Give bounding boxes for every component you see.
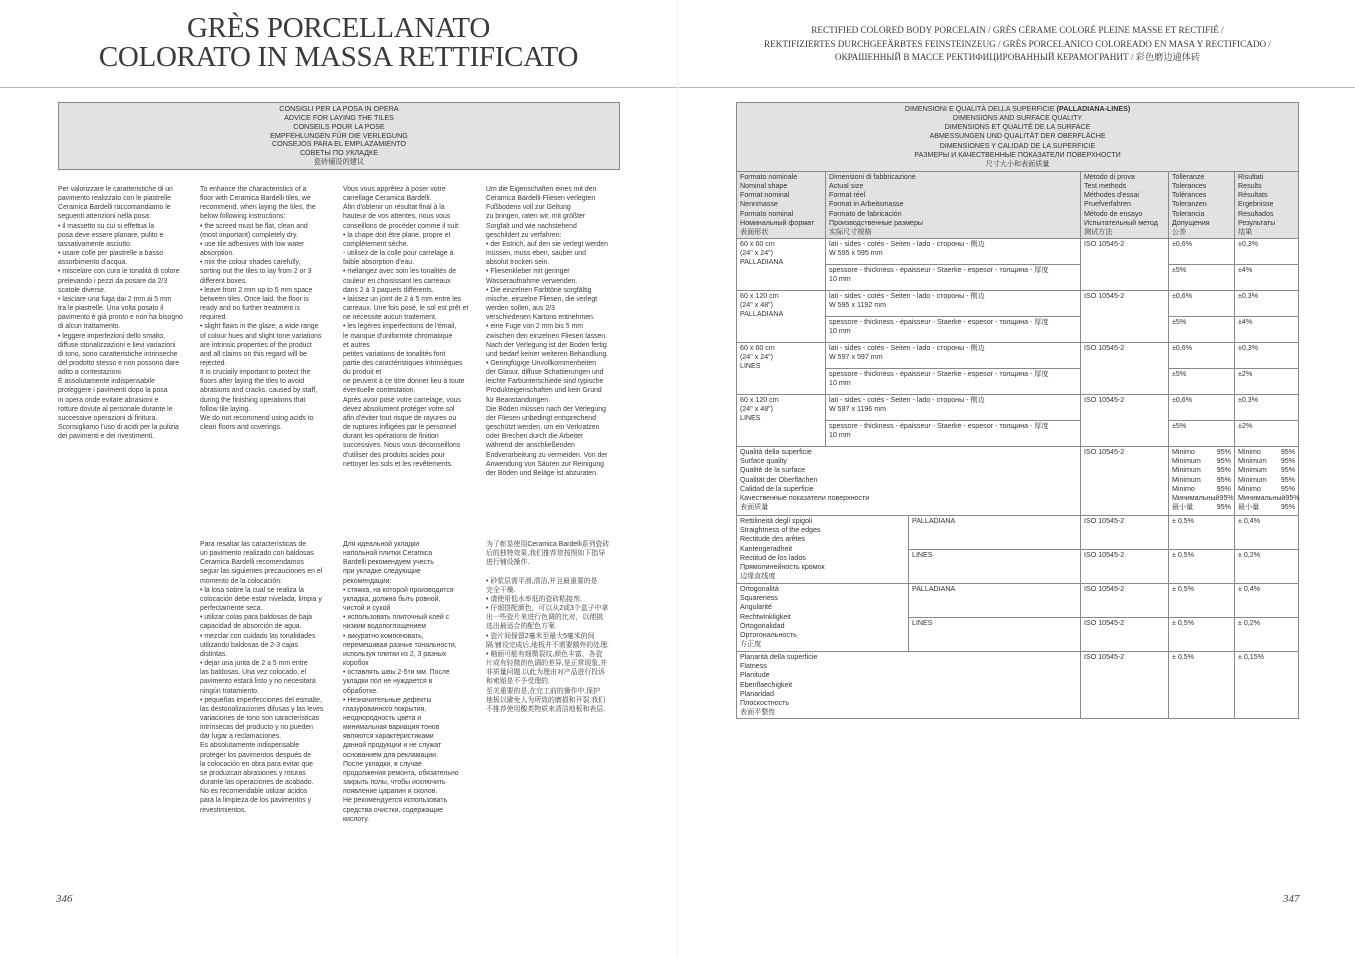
header-line: 表面形状 xyxy=(740,227,769,236)
header-line: Resultados xyxy=(1238,209,1274,218)
subtitle-line-1: RECTIFIED COLORED BODY PORCELAIN / GRÈS CÉRAME COLORÉ PLEINE MASSE ET RECTIFIÉ / xyxy=(811,25,1224,35)
method-cell: ISO 10545-2 xyxy=(1081,395,1169,447)
format-line: 60 x 120 cm xyxy=(740,396,779,405)
column-german xyxy=(486,185,622,478)
header-line: 测试方法 xyxy=(1084,227,1113,236)
format-line: 60 x 60 cm xyxy=(740,344,775,353)
advice-line: CONSEILS POUR LA POSE xyxy=(293,121,385,131)
straightness-label xyxy=(737,516,909,584)
tolerance-line: Minimum 95% xyxy=(1172,475,1231,484)
column-english-text: To enhance the characteristics of a floor with Ceramica Bardelli tiles, we recommend, when laying the tiles, the below following instructions: • the screed must be flat, clean and (most important) completely dry. • use tile adhesives with low water absorption. • mix the colour shades carefully, sorting out the tiles to lay from 2 or 3 different boxes. • leave from 2 mm up to 5 mm space between tiles. Once laid, the floor is ready and no further treatment is required. • slight flaws in the glaze, a wide range of colour hues and slight tone variations are intrinsic properties of the product and all claims on this regard will be rejected. It is crucially important to protect the floors after laying the tiles to avoid abrasions and cracks, caused by staff, during the finishing operations that follow tile laying. We do not recommend using acids to clean floors and coverings. xyxy=(200,186,322,432)
tolerance-line: 最小量 95% xyxy=(1172,503,1231,512)
label-line: Straightness of the edges xyxy=(740,526,821,535)
method-cell: ISO 10545-2 xyxy=(1081,652,1169,719)
column-german-text: Um die Eigenschaften eines mit den Ceramica Bardelli-Fliesen verlegten Fußbodens voll zur Geltung zu bringen, raten wir, mit größter Sorgfalt und wie nachstehend geschildert zu verfahren: • der Estrich, auf den sie verlegt werden müssen, muss eben, sauber und absolut trocken sein. • Fliesenkleber mit geringer Wasseraufnahme verwenden. • Die einzelnen Farbtöne sorgfältig mische, einzelne Fliesen, die verlegt werden sollen, aus 2/3 verschiedenen Kartons entnehmen. • eine Fuge von 2 mm bis 5 mm zwischen den einzelnen Fliesen lassen. Nach der Verlegung ist der Boden fertig und bedarf keiner weiteren Behandlung. • Geringfügige Unvollkommenheiten der Glasur, diffuse Schattierungen und leichte Farbunterschiede sind typische Produkteigenschaften und kein Grund für Beanstandungen. Die Böden müssen nach der Verlegung der Fliesen unbedingt entsprechend geschützt werden, um ein Verkratzen oder Brechen durch die Arbeiter während der anschließenden Endverarbeitung zu vermeiden. Von der Anwendung von Säuren zur Reinigung der Böden und Beläge ist abzuraten. xyxy=(486,186,609,477)
result-cell: ± 0,4% xyxy=(1235,516,1299,550)
result-line: Minimo 95% xyxy=(1238,484,1296,493)
advice-line: EMPFEHLUNGEN FÜR DIE VERLEGUNG xyxy=(270,130,408,140)
label-line: Qualità della superficie xyxy=(740,448,812,457)
method-cell: ISO 10545-2 xyxy=(1081,239,1169,291)
tolerance-cell: ±0,6% xyxy=(1169,395,1235,421)
label-line: Rechtwinkligkeit xyxy=(740,612,791,621)
label-line: Flatness xyxy=(740,662,767,671)
result-cell: ±0,3% xyxy=(1235,239,1299,265)
result-cell: ± 0,2% xyxy=(1235,618,1299,652)
tolerance-cell xyxy=(1169,447,1235,516)
label-line: Planitude xyxy=(740,671,770,680)
tolerance-line: Minimo 95% xyxy=(1172,448,1231,457)
format-line: PALLADIANA xyxy=(740,258,784,267)
tolerance-cell: ± 0,5% xyxy=(1169,584,1235,618)
header-line: Results xyxy=(1238,182,1262,191)
header-tolerance xyxy=(1169,172,1235,239)
table-title: DIMENSIONI E QUALITÀ DELLA SUPERFICIE (PALLADIANA-LINES) DIMENSIONS AND SURFACE QUALITY DIMENSIONS ET QUALITÉ DE LA SURFACE ABMESSUNGEN UND QUALITÄT DER OBERFLÄCHE DIMENSIONES Y CALIDAD DE LA SUPERFICIE РАЗМЕРЫ И КАЧЕСТВЕННЫЕ ПОКАЗАТЕЛИ ПОВЕРХНОСТИ 尺寸大小和表面质量 xyxy=(737,103,1299,172)
result-line: 最小量 95% xyxy=(1238,503,1296,512)
thickness-cell: spessore - thickness - épaisseur - Staerke - espesor - толщина - 厚度 10 mm xyxy=(826,369,1081,395)
title-line-1: GRÈS PORCELLANATO xyxy=(187,12,490,44)
table-title-line: DIMENSIONES Y CALIDAD DE LA SUPERFICIE xyxy=(939,141,1096,150)
result-cell: ± 0,4% xyxy=(1235,584,1299,618)
result-cell xyxy=(1235,447,1299,516)
squareness-label xyxy=(737,584,909,652)
table-title-line: DIMENSIONS AND SURFACE QUALITY xyxy=(952,114,1083,123)
column-french-text: Vous vous apprêtez à poser votre carrellage Ceramica Bardelli. Afin d'obtenir un résultat final à la hauteur de vos attentes, nous vous conseillons de procéder comme il suit: • la chape doit être plane, propre et complètement sèche. - utilisez de la colle pour carrelage à faible absorption d'eau. • mélangez avec soin les tonalités de couleur en choisissant les carreaux dans 2 à 3 paquets différents. • laissez un joint de 2 à 5 mm entre les carreaux. Une fois posé, le sol est prêt et ne nécessite aucun traitement. • les légères imperfections de l'émail, le manque d'uniformité chromatique et autres petites variations de tonalités font partie des caractéristiques intrinsèques du produit et ne peuvent à ce titre donner lieu à toute éventuelle contestation. Après avoir posé votre carrelage, vous devez absolument protéger votre sol afin d'éviter tout risque de rayures ou de ruptures infligées par le personnel durant les opérations de finition successives. Nous vous déconseillons d'utiliser des produits acides pour nettoyer les sols et les revêtements. xyxy=(343,186,469,468)
column-chinese-text: 为了彰显使用Ceramica Bardelli系列瓷砖 后的独特效果,我们推荐您按照如下指导 进行铺设操作. • 砂浆层需平滑,清洁,并且最重要的是 完全干燥. • 请使用低水率低的瓷砖粘接剂. • 仔细搭配颜色，可以从2或3个盒子中拿 出一些瓷片来进行色调的比对，以便挑 选出最适合的配色方案. • 瓷片间保留2毫米至最大5毫米的间 隔.铺设完成后,地板并不需要额外的处理. • 釉面可能有细微裂纹,颜色丰富，各瓷 片或有轻微的色调的差异,是正常现象,并 非质量问题.以此为理由对产品进行投诉 和索赔是不予受理的. 至关重要的是,在完工前的操作中,保护 地板以避免人为所致的磨损和开裂.我们 不推荐使用酸类物质来清洁地板和表层. xyxy=(486,541,610,713)
header-results xyxy=(1235,172,1299,239)
header-line: Производственные размеры xyxy=(829,218,924,227)
page-spine xyxy=(677,0,678,958)
label-line: Rectitude des arêtes xyxy=(740,535,806,544)
page-subtitle xyxy=(740,24,1295,65)
table-title-line: ABMESSUNGEN UND QUALITÄT DER OBERFLÄCHE xyxy=(929,132,1106,141)
label-line: Rectitud de los lados xyxy=(740,553,806,562)
column-russian xyxy=(343,540,479,824)
label-line: 方正度 xyxy=(740,640,762,649)
column-italian-text: Per valorizzare le caratteristiche di un pavimento realizzato con le piastrelle Ceramica Bardelli raccomandiamo le seguenti attenzioni nella posa: • il massetto su cui si effettua la posa deve essere planare, pulito e tassativamente asciutto. • usare colle per piastrelle a basso assorbimento d'acqua. • miscelare con cura le tonalità di colore prelevando i pezzi da posare da 2/3 scatole diverse. • lasciare una fuga dai 2 mm ai 5 mm tra le piastrelle. Una volta posato il pavimento è già pronto e non ha bisogno di alcun trattamento. • leggere imperfezioni dello smalto, diffuse stonalizzazioni e lievi variazioni di tono, sono caratteristiche intrinseche del prodotto stesso e non possono dare adito a contestazioni. È assolutamente indispensabile proteggere i pavimenti dopo la posa in opera onde evitare abrasioni e rotture dovute al personale durante le successive operazioni di finitura. Sconsigliamo l'uso di acidi per la pulizia dei pavimenti e dei rivestimenti. xyxy=(58,186,183,441)
result-line: Minimum 95% xyxy=(1238,457,1296,466)
label-line: Ortogonalidad xyxy=(740,621,785,630)
label-line: 表面平整性 xyxy=(740,708,776,717)
thickness-cell: spessore - thickness - épaisseur - Staerke - espesor - толщина - 厚度 10 mm xyxy=(826,317,1081,343)
header-line: Formato de fabricación xyxy=(829,209,902,218)
header-line: Tolerances xyxy=(1172,182,1207,191)
method-cell: ISO 10545-2 xyxy=(1081,343,1169,395)
header-dimensions xyxy=(826,172,1081,239)
label-line: Angularité xyxy=(740,603,772,612)
result-cell: ±0,3% xyxy=(1235,395,1299,421)
table-title-line: РАЗМЕРЫ И КАЧЕСТВЕННЫЕ ПОКАЗАТЕЛИ ПОВЕРХНОСТИ xyxy=(914,150,1121,159)
column-spanish-text: Para resaltar las características de un pavimento realizado con baldosas Ceramica Bardelli recomendamos seguir las siguientes precauciones en el momento de la colocación: • la losa sobre la cual se realiza la colocación debe estar nivelada, limpia y perfectamente seca. • utilizar colas para baldosas de baja capacidad de absorción de agua. • mezclar con cuidado las tonalidades utilizando baldosas de 2-3 cajas distintas. • dejar una junta de 2 a 5 mm entre las baldosas. Una vez colocado, el pavimento estará listo y no necesitará ningún tratamiento. • pequeñas imperfecciones del esmalte, las destonalizaciones difusas y las leves variaciones de tono son características intrínsecas del producto y no pueden dar lugar a reclamaciones. Es absolutamente indispensable proteger los pavimentos después de la colocación en obra para evitar que se produzcan abrasiones y roturas durante las operaciones de acabado. No es recomendable utilizar ácidos para la limpieza de los pavimentos y revestimientos. xyxy=(200,541,324,814)
header-line: Допущения xyxy=(1172,218,1210,227)
result-cell: ± 0,2% xyxy=(1235,550,1299,584)
format-line: 60 x 120 cm xyxy=(740,292,779,301)
header-line: Pruefverfahren xyxy=(1084,200,1131,209)
subtitle-line-3: ОКРАШЕННЫЙ В МАССЕ РЕКТИФИЦИРОВАННЫЙ КЕРАМОГРАНИТ / 彩色磨边通体砖 xyxy=(834,52,1201,62)
surface-quality-label xyxy=(737,447,1081,516)
header-line: Nominal shape xyxy=(740,182,788,191)
header-format xyxy=(737,172,826,239)
header-line: Formato nominale xyxy=(740,173,798,181)
header-line: Испытательный метод xyxy=(1084,218,1158,227)
label-line: Qualität der Oberflächen xyxy=(740,475,818,484)
header-line: Tolérances xyxy=(1172,191,1207,200)
table-row xyxy=(737,291,1299,317)
label-line: Planarità della superficie xyxy=(740,653,818,662)
label-line: 表面质量 xyxy=(740,503,769,512)
series-cell: PALLADIANA xyxy=(909,516,1081,550)
column-spanish xyxy=(200,540,336,815)
tolerance-cell: ±5% xyxy=(1169,317,1235,343)
series-cell: LINES xyxy=(909,550,1081,584)
header-line: Format in Arbeitsmasse xyxy=(829,200,904,209)
header-line: Format nominal xyxy=(740,191,790,200)
header-method xyxy=(1081,172,1169,239)
label-line: Ortogonalità xyxy=(740,585,779,594)
header-line: 结果 xyxy=(1238,227,1253,236)
page-number-right: 347 xyxy=(1283,893,1300,905)
sides-cell: lati - sides - cotés - Seiten - lado - стороны - 侧边 W 597 x 597 mm xyxy=(826,343,1081,369)
table-row xyxy=(737,239,1299,265)
header-line: Результаты xyxy=(1238,218,1276,227)
header-line: Tolleranze xyxy=(1172,173,1205,181)
method-cell: ISO 10545-2 xyxy=(1081,550,1169,584)
series-cell: LINES xyxy=(909,618,1081,652)
label-line: Rettilineità degli spigoli xyxy=(740,517,813,526)
header-line: 公差 xyxy=(1172,227,1187,236)
label-line: Squareness xyxy=(740,594,778,603)
table-row xyxy=(737,516,1299,550)
advice-line: CONSIGLI PER LA POSA IN OPERA xyxy=(279,103,399,113)
sides-cell: lati - sides - cotés - Seiten - lado - стороны - 侧边 W 597 x 1196 mm xyxy=(826,395,1081,421)
header-line: Méthodes d'essai xyxy=(1084,191,1139,200)
header-line: Format réel xyxy=(829,191,866,200)
format-line: LINES xyxy=(740,362,761,371)
table-title-series: (PALLADIANA-LINES) xyxy=(1056,105,1131,113)
advice-line: 瓷砖铺设的建议 xyxy=(313,157,365,167)
format-line: 60 x 60 cm xyxy=(740,240,775,249)
header-line: Test methods xyxy=(1084,182,1127,191)
column-italian xyxy=(58,185,194,441)
label-line: Surface quality xyxy=(740,457,787,466)
format-cell xyxy=(737,239,826,291)
header-line: Résultats xyxy=(1238,191,1268,200)
method-cell: ISO 10545-2 xyxy=(1081,584,1169,618)
table-title-line: DIMENSIONS ET QUALITÉ DE LA SURFACE xyxy=(944,123,1091,132)
thickness-cell: spessore - thickness - épaisseur - Staerke - espesor - толщина - 厚度 10 mm xyxy=(826,421,1081,447)
table-row xyxy=(737,343,1299,369)
sides-cell: lati - sides - cotés - Seiten - lado - стороны - 侧边 W 595 x 1192 mm xyxy=(826,291,1081,317)
format-cell xyxy=(737,343,826,395)
method-cell: ISO 10545-2 xyxy=(1081,516,1169,550)
page-title xyxy=(0,14,677,72)
title-line-2: COLORATO IN MASSA RETTIFICATO xyxy=(98,41,579,73)
header-line: Tolerancia xyxy=(1172,209,1205,218)
subtitle-line-2: REKTIFIZIERTES DURCHGEFÄRBTES FEINSTEINZEUG / GRÈS PORCELANICO COLOREADO EN MASA Y RECTIFICADO / xyxy=(764,38,1271,49)
table-row xyxy=(737,584,1299,618)
page-number-left: 346 xyxy=(56,893,73,905)
dimensions-quality-table xyxy=(736,102,1299,719)
label-line: Calidad de la superficie xyxy=(740,484,814,493)
result-line: Minimo 95% xyxy=(1238,448,1296,457)
method-cell: ISO 10545-2 xyxy=(1081,447,1169,516)
result-cell: ± 0,15% xyxy=(1235,652,1299,719)
format-cell xyxy=(737,291,826,343)
header-line: Risultati xyxy=(1238,173,1264,181)
flatness-label xyxy=(737,652,1081,719)
format-line: (24" x 48") xyxy=(740,301,774,310)
format-line: (24" x 48") xyxy=(740,405,774,414)
tolerance-cell: ±5% xyxy=(1169,369,1235,395)
column-russian-text: Для идеальной укладки напольной плитки Ceramica Bardelli рекомендуем учесть при укладке следующие рекомендации: • стяжка, на которой производится укладка, должна быть ровной, чистой и сухой • использовать плиточный клей с низким водопоглощением • аккуратно компоновать, перемешивая разные тональности, используя плитки из 2, 3 разных коробок • оставлять швы 2-5ти мм. После укладки пол не нуждается в обработке. • Незначительные дефекты глазурованного покрытия, неоднородность цвета и минимальная вариация тонов являются характеристиками данной продукции и не служат основанием для рекламации. После укладки, в случае продолжения ремонта, обязательно закрыть полы, чтобы исключить появление царапин и сколов. Не рекомендуется использовать средства очистки, содержащие кислоту. xyxy=(343,541,459,823)
thickness-cell: spessore - thickness - épaisseur - Staerke - espesor - толщина - 厚度 10 mm xyxy=(826,265,1081,291)
tolerance-cell: ± 0,5% xyxy=(1169,652,1235,719)
series-cell: PALLADIANA xyxy=(909,584,1081,618)
tolerance-line: Minimum 95% xyxy=(1172,457,1231,466)
method-cell: ISO 10545-2 xyxy=(1081,618,1169,652)
label-line: Qualité de la surface xyxy=(740,466,806,475)
table-row xyxy=(737,395,1299,421)
result-line: Минимальный 95% xyxy=(1238,493,1300,502)
header-line: Actual size xyxy=(829,182,864,191)
label-line: Planaridad xyxy=(740,689,774,698)
result-cell: ±2% xyxy=(1235,421,1299,447)
table-row xyxy=(737,447,1299,516)
advice-line: ADVICE FOR LAYING THE TILES xyxy=(284,112,394,122)
header-line: Ergebnisse xyxy=(1238,200,1274,209)
advice-line: СОВЕТЫ ПО УКЛАДКЕ xyxy=(299,148,379,158)
table-header-row xyxy=(737,172,1299,239)
tolerance-cell: ± 0,5% xyxy=(1169,618,1235,652)
header-line: Método de ensayo xyxy=(1084,209,1143,218)
tolerance-cell: ±5% xyxy=(1169,265,1235,291)
tolerance-line: Minimum 95% xyxy=(1172,466,1231,475)
label-line: Прямолинейность кромок xyxy=(740,562,825,571)
tolerance-line: Minimo 95% xyxy=(1172,484,1231,493)
table-row xyxy=(737,652,1299,719)
column-english xyxy=(200,185,336,432)
result-line: Minimum 95% xyxy=(1238,475,1296,484)
header-line: Nennmasse xyxy=(740,200,778,209)
tolerance-cell: ± 0,5% xyxy=(1169,550,1235,584)
result-line: Minimum 95% xyxy=(1238,466,1296,475)
label-line: Ортогональность xyxy=(740,630,797,639)
format-cell xyxy=(737,395,826,447)
tolerance-cell: ±0,6% xyxy=(1169,343,1235,369)
advice-line: CONSEJOS PARA EL EMPLAZAMIENTO xyxy=(271,139,407,149)
result-cell: ±0,3% xyxy=(1235,291,1299,317)
result-cell: ±4% xyxy=(1235,317,1299,343)
format-line: PALLADIANA xyxy=(740,310,784,319)
result-cell: ±4% xyxy=(1235,265,1299,291)
result-cell: ±0,3% xyxy=(1235,343,1299,369)
tolerance-cell: ±5% xyxy=(1169,421,1235,447)
label-line: Плоскостность xyxy=(740,698,790,707)
tolerance-line: Минимальный 95% xyxy=(1172,493,1234,502)
label-line: Ebenflaechigkeit xyxy=(740,680,793,689)
method-cell: ISO 10545-2 xyxy=(1081,291,1169,343)
column-french xyxy=(343,185,479,469)
sides-cell: lati - sides - cotés - Seiten - lado - стороны - 侧边 W 595 x 595 mm xyxy=(826,239,1081,265)
header-line: Metodo di prova xyxy=(1084,173,1135,181)
label-line: Качественные показатели поверхности xyxy=(740,493,870,502)
result-cell: ±2% xyxy=(1235,369,1299,395)
table-title-row xyxy=(737,103,1299,172)
format-line: (24" x 24") xyxy=(740,249,774,258)
format-line: (24" x 24") xyxy=(740,353,774,362)
header-line: Toleranzen xyxy=(1172,200,1207,209)
table-title-line: 尺寸大小和表面质量 xyxy=(985,159,1050,168)
tolerance-cell: ±0,6% xyxy=(1169,239,1235,265)
label-line: 边缘直线度 xyxy=(740,572,776,581)
format-line: LINES xyxy=(740,414,761,423)
tolerance-cell: ±0,6% xyxy=(1169,291,1235,317)
header-line: Formato nominal xyxy=(740,209,794,218)
label-line: Kantengeradheit xyxy=(740,544,793,553)
tolerance-cell: ± 0,5% xyxy=(1169,516,1235,550)
advice-box xyxy=(58,102,620,170)
header-line: Номинальный формат xyxy=(740,218,815,227)
header-line: Dimensioni di fabbricazione xyxy=(829,173,916,181)
header-line: 实际尺寸规格 xyxy=(829,227,872,236)
column-chinese xyxy=(486,540,622,714)
